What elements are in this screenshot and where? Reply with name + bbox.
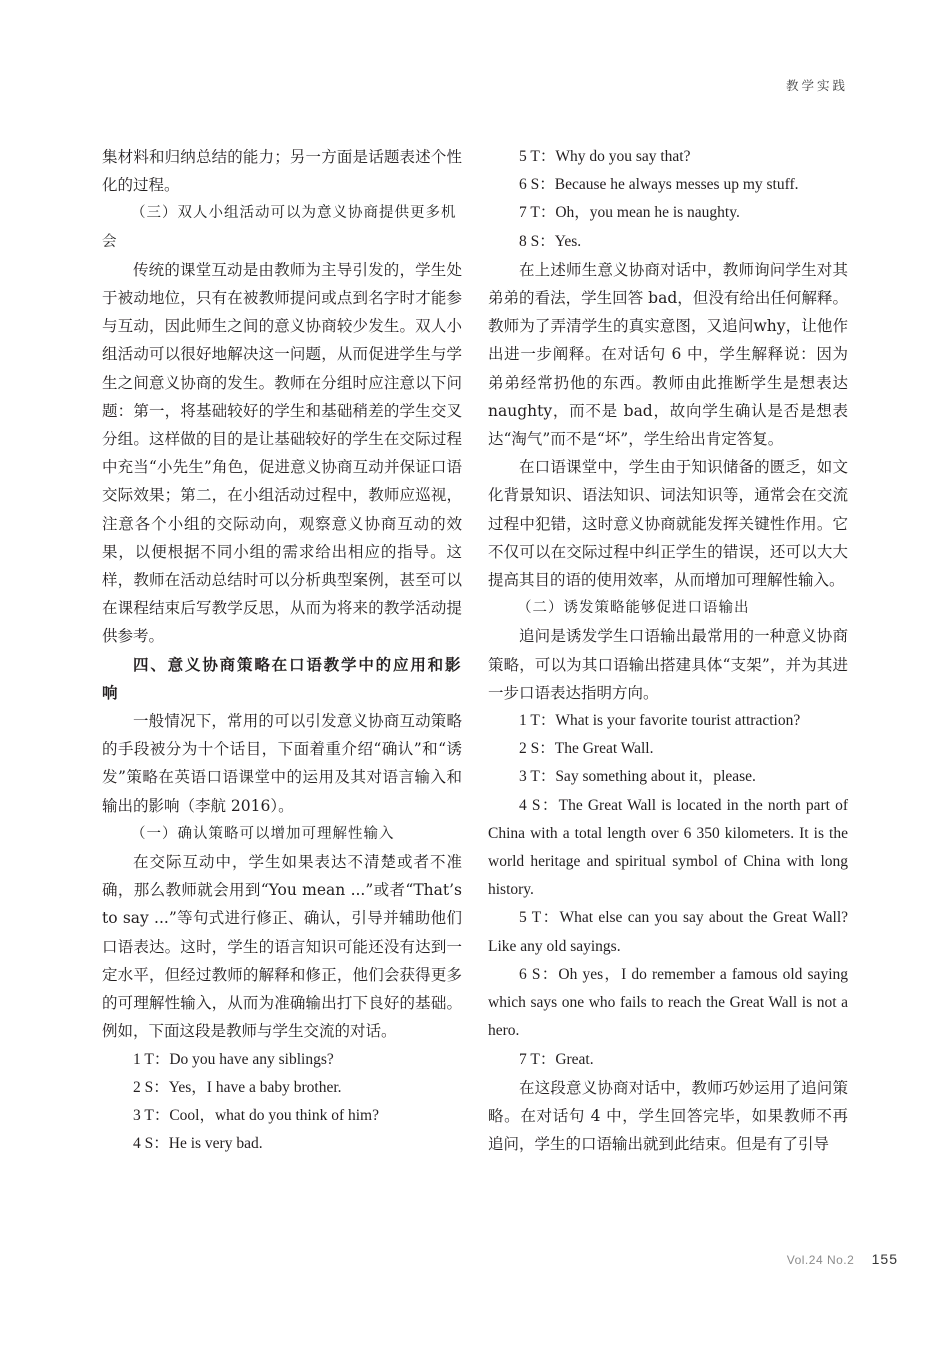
dialogue-line: 3 T：Say something about it，please. (519, 768, 756, 786)
dialogue-line: 7 T：Oh，you mean he is naughty. (519, 204, 740, 222)
paragraph: 在这段意义协商对话中，教师巧妙运用了追问策略。在对话句 4 中，学生回答完毕，如果教师不再追问，学生的口语输出就到此结束。但是有了引导 (488, 1078, 848, 1154)
subsection-heading: （三）双人小组活动可以为意义协商提供更多机会 (102, 205, 457, 250)
paragraph: 传统的课堂互动是由教师为主导引发的，学生处于被动地位，只有在被教师提问或点到名字时才能参与互动，因此师生之间的意义协商较少发生。双人小组活动可以很好地解决这一问题，从而促进学生与学生之间意义协商的发生。教师在分组时应注意以下问题：第一，将基础较好的学生和基础稍差的学生交叉分组。这样做的目的是让基础较好的学生在交际过程中充当“小先生”角色，促进意义协商互动并保证口语交际效果；第二，在小组活动过程中，教师应巡视，注意各个小组的交际动向，观察意义协商互动的效果，以便根据不同小组的需求给出相应的指导。这样，教师在活动总结时可以分析典型案例，甚至可以在课程结束后写教学反思，从而为将来的教学活动提供参考。 (102, 260, 462, 646)
dialogue-line: 6 S：Because he always messes up my stuff. (519, 176, 799, 194)
paragraph: 在交际互动中，学生如果表达不清楚或者不准确，那么教师就会用到“You mean ...”或者“That’s to say ...”等句式进行修正、确认，引导并辅助他们口语表达。这时，学生的语言知识可能还没有达到一定水平，但经过教师的解释和修正，他们会获得更多的可理解性输入，从而为准确输出打下良好的基础。例如，下面这段是教师与学生交流的对话。 (102, 853, 462, 1041)
dialogue-line: 4 S：He is very bad. (133, 1135, 263, 1153)
dialogue-line: 2 S：The Great Wall. (519, 740, 654, 758)
dialogue-line: 1 T：What is your favorite tourist attraction? (519, 712, 801, 730)
dialogue-line: 5 T：Why do you say that? (519, 148, 691, 165)
page-footer (787, 1251, 898, 1267)
right-column (488, 143, 848, 1158)
volume-info: Vol.24 No.2 (786, 1253, 855, 1267)
dialogue-line: 4 S：The Great Wall is located in the north part of China with a total length over 6 350 kilometers. It is the world heritage and spiritual symbol of China with long history. (488, 796, 848, 899)
dialogue-line: 3 T：Cool，what do you think of him? (133, 1106, 379, 1124)
dialogue-line: 8 S：Yes. (519, 232, 582, 250)
page-number: 155 (871, 1251, 898, 1267)
dialogue-line: 2 S：Yes，I have a baby brother. (133, 1078, 342, 1096)
subsection-heading: （二）诱发策略能够促进口语输出 (517, 600, 750, 617)
dialogue-line: 6 S：Oh yes，I do remember a famous old saying which says one who fails to reach the Great Wall is not a hero. (488, 965, 848, 1040)
running-header: 教学实践 (785, 78, 848, 93)
subsection-heading: （一）确认策略可以增加可理解性输入 (131, 825, 395, 842)
dialogue-line: 1 T：Do you have any siblings? (133, 1050, 334, 1068)
paragraph: 一般情况下，常用的可以引发意义协商互动策略的手段被分为十个话目，下面着重介绍“确认”和“诱发”策略在英语口语课堂中的运用及其对语言输入和输出的影响（李航 2016）。 (102, 712, 462, 815)
paragraph: 在上述师生意义协商对话中，教师询问学生对其弟弟的看法，学生回答 bad，但没有给出任何解释。教师为了弄清学生的真实意图，又追问why，让他作出进一步阐释。在对话句 6 中，学生解释说：因为弟弟经常扔他的东西。教师由此推断学生是想表达 naughty，而不是 bad，故向学生确认是否是想表达“淘气”而不是“坏”，学生给出肯定答复。 (488, 260, 848, 449)
dialogue-line: 7 T：Great. (519, 1050, 594, 1068)
dialogue-line: 5 T：What else can you say about the Great Wall? Like any old sayings. (488, 909, 848, 955)
paragraph: 追问是诱发学生口语输出最常用的一种意义协商策略，可以为其口语输出搭建具体“支架”，并为其进一步口语表达指明方向。 (488, 627, 848, 702)
paragraph: 集材料和归纳总结的能力；另一方面是话题表述个性化的过程。 (102, 148, 462, 195)
paragraph: 在口语课堂中，学生由于知识储备的匮乏，如文化背景知识、语法知识、词法知识等，通常会在交流过程中犯错，这时意义协商就能发挥关键性作用。它不仅可以在交际过程中纠正学生的错误，还可以大大提高其目的语的使用效率，从而增加可理解性输入。 (488, 458, 848, 590)
section-heading: 四、意义协商策略在口语教学中的应用和影响 (102, 654, 462, 702)
left-column (102, 143, 462, 1158)
